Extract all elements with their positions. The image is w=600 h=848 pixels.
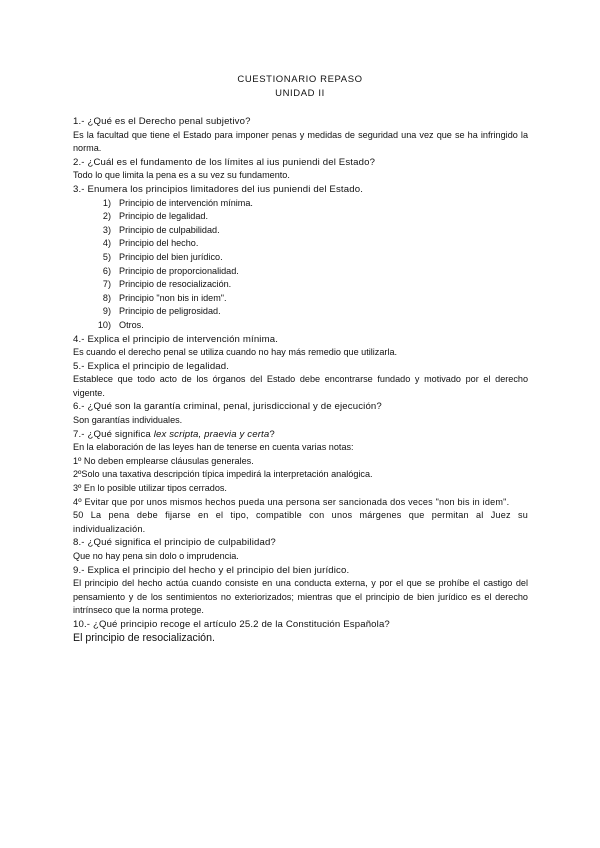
- questionnaire-body: [73, 115, 528, 645]
- question-6: 6.- ¿Qué son la garantía criminal, penal, jurisdiccional y de ejecución?: [73, 401, 382, 413]
- note-1: 1º No deben emplearse cláusulas generales.: [73, 455, 254, 466]
- question-1: 1.- ¿Qué es el Derecho penal subjetivo?: [73, 116, 251, 127]
- list-item: 5) Principio del bien jurídico.: [102, 251, 223, 262]
- answer-5: Establece que todo acto de los órganos del Estado debe encontrarse fundado y motivado por el derecho vigente.: [73, 374, 528, 398]
- answer-6: Son garantías individuales.: [73, 415, 183, 426]
- document-subtitle: UNIDAD II: [275, 88, 325, 99]
- list-item: 4) Principio del hecho.: [102, 238, 199, 249]
- answer-10: El principio de resocialización.: [73, 631, 215, 644]
- note-3: 3º En lo posible utilizar tipos cerrados.: [73, 483, 227, 494]
- list-item: 1) Principio de intervención mínima.: [102, 197, 253, 208]
- note-5: 50 La pena debe fijarse en el tipo, compatible con unos márgenes que permitan al Juez su individualización.: [73, 510, 528, 534]
- question-9: 9.- Explica el principio del hecho y el principio del bien jurídico.: [73, 564, 350, 576]
- question-10: 10.- ¿Qué principio recoge el artículo 25.2 de la Constitución Española?: [73, 618, 390, 630]
- list-item: 8) Principio "non bis in idem".: [102, 292, 227, 303]
- principles-list: [73, 197, 528, 333]
- question-4: 4.- Explica el principio de intervención mínima.: [73, 333, 279, 345]
- list-item: 10) Otros.: [97, 319, 144, 330]
- list-item: 9) Principio de peligrosidad.: [102, 306, 221, 317]
- answer-9: El principio del hecho actúa cuando consiste en una conducta externa, y por el que se prohíbe el castigo del pensamiento y de los sentimientos no exteriorizados; mientras que el principio de bien jurídico es el derecho intrínseco que la norma protege.: [73, 578, 528, 616]
- question-7: 7.- ¿Qué significa lex scripta, praevia y certa?: [73, 428, 275, 440]
- list-item: 7) Principio de resocialización.: [102, 279, 232, 290]
- document-title: CUESTIONARIO REPASO: [237, 74, 363, 85]
- answer-2: Todo lo que limita la pena es a su vez su fundamento.: [73, 170, 290, 181]
- answer-1: Es la facultad que tiene el Estado para imponer penas y medidas de seguridad una vez que se ha infringido la norma.: [73, 129, 528, 154]
- question-8: 8.- ¿Qué significa el principio de culpabilidad?: [73, 537, 276, 549]
- list-item: 3) Principio de culpabilidad.: [102, 224, 220, 235]
- question-2: 2.- ¿Cuál es el fundamento de los límites al ius puniendi del Estado?: [73, 156, 376, 168]
- answer-7-intro: En la elaboración de las leyes han de tenerse en cuenta varias notas:: [73, 442, 354, 453]
- list-item: 6) Principio de proporcionalidad.: [102, 265, 239, 276]
- question-3: 3.- Enumera los principios limitadores del ius puniendi del Estado.: [73, 183, 364, 195]
- answer-4: Es cuando el derecho penal se utiliza cuando no hay más remedio que utilizarla.: [73, 347, 398, 358]
- answer-8: Que no hay pena sin dolo o imprudencia.: [73, 551, 239, 561]
- note-2: 2ºSolo una taxativa descripción típica impedirá la interpretación analógica.: [73, 469, 373, 480]
- question-5: 5.- Explica el principio de legalidad.: [73, 360, 230, 372]
- latin-phrase: lex scripta, praevia y certa: [153, 428, 270, 440]
- note-4: 4º Evitar que por unos mismos hechos pueda una persona ser sancionada dos veces "non bis in idem".: [73, 496, 510, 507]
- list-item: 2) Principio de legalidad.: [102, 211, 208, 222]
